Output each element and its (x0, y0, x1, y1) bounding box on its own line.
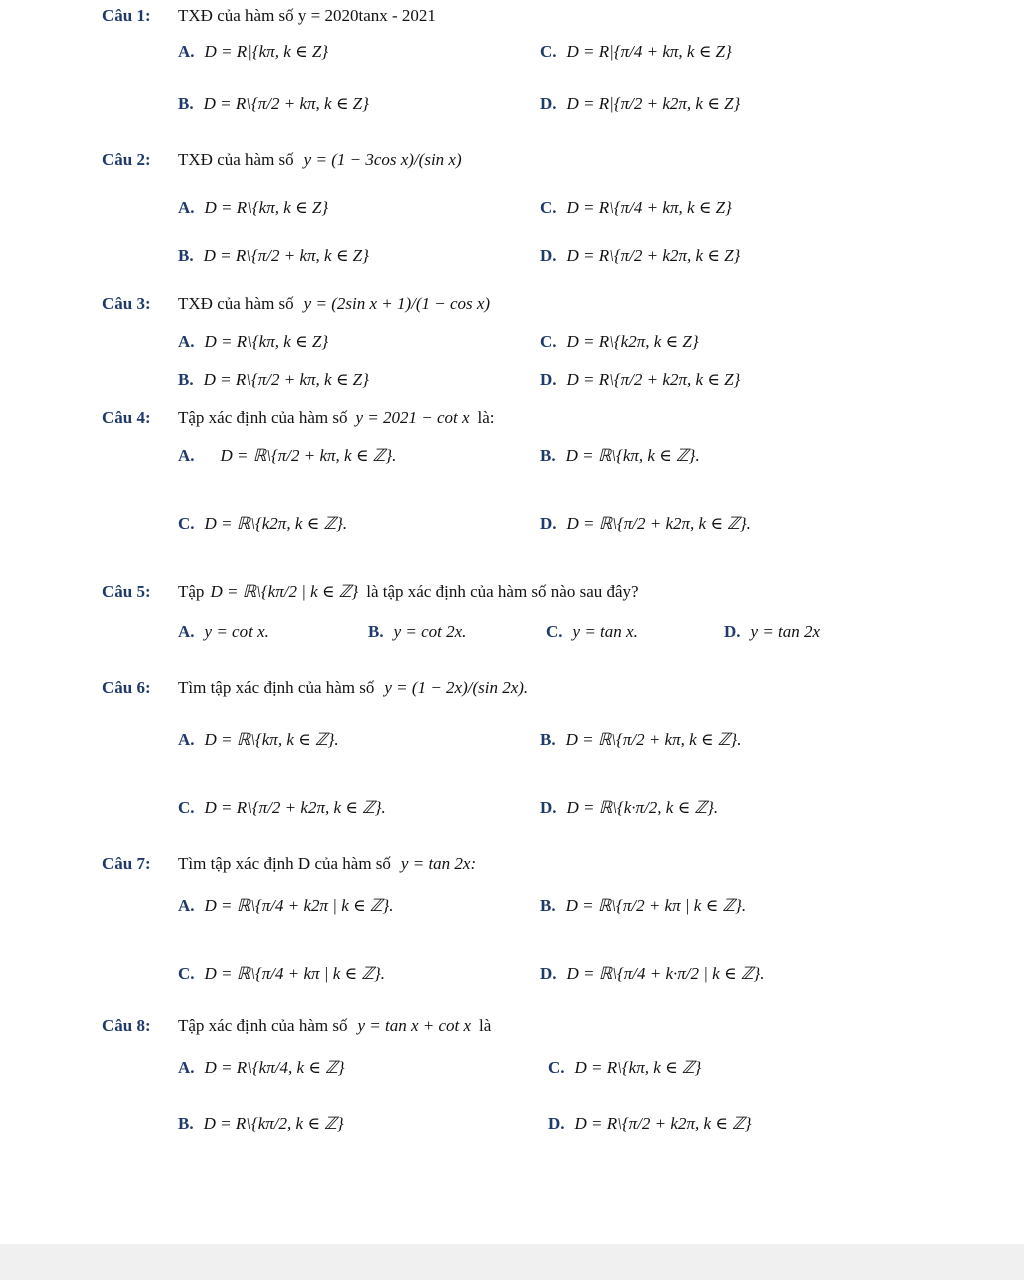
option-formula: y = cot 2x. (393, 622, 467, 641)
option-formula: D = R\{π/4 + kπ, k ∈ Z} (566, 198, 732, 217)
option-a[interactable] (178, 612, 269, 652)
option-formula: D = ℝ\{π/2 + k2π, k ∈ ℤ}. (566, 514, 751, 533)
option-formula: D = R|{π/4 + kπ, k ∈ Z} (566, 42, 732, 61)
option-letter: C. (548, 1058, 565, 1077)
question-stem-wrap (178, 582, 639, 602)
option-formula: y = tan x. (572, 622, 638, 641)
question-prefix: Tập (178, 582, 205, 601)
option-formula: D = ℝ\{kπ, k ∈ ℤ}. (204, 730, 339, 749)
option-formula: y = tan 2x (750, 622, 821, 641)
option-a[interactable] (178, 188, 328, 228)
option-formula: D = ℝ\{π/4 + k2π | k ∈ ℤ}. (204, 896, 394, 915)
option-letter: A. (178, 198, 195, 217)
option-formula: D = ℝ\{kπ, k ∈ ℤ}. (565, 446, 700, 465)
option-b[interactable] (178, 360, 369, 400)
question-label: Câu 8: (102, 1016, 151, 1035)
option-letter: D. (540, 798, 557, 817)
option-formula: D = R|{kπ, k ∈ Z} (204, 42, 329, 61)
option-formula: D = R\{π/2 + k2π, k ∈ Z} (566, 370, 741, 389)
question-stem: Tập xác định của hàm số (178, 1016, 348, 1035)
question-stem-wrap (178, 294, 490, 314)
option-formula: D = R\{π/2 + k2π, k ∈ Z} (566, 246, 741, 265)
option-c[interactable] (178, 504, 347, 544)
option-letter: B. (178, 1114, 194, 1133)
option-b[interactable] (368, 612, 466, 652)
option-d[interactable] (724, 612, 820, 652)
question-label: Câu 5: (102, 582, 151, 601)
option-b[interactable] (540, 886, 746, 926)
option-letter: B. (540, 730, 556, 749)
question-label: Câu 6: (102, 678, 151, 697)
option-a[interactable] (178, 720, 339, 760)
question-suffix: là (479, 1016, 492, 1035)
option-formula: D = ℝ\{k2π, k ∈ ℤ}. (204, 514, 348, 533)
option-a[interactable] (178, 886, 394, 926)
option-formula: D = R\{π/2 + kπ, k ∈ Z} (203, 246, 369, 265)
question-label: Câu 7: (102, 854, 151, 873)
option-formula: D = ℝ\{k·π/2, k ∈ ℤ}. (566, 798, 719, 817)
option-letter: C. (540, 42, 557, 61)
option-formula: D = R\{π/2 + k2π, k ∈ ℤ}. (204, 798, 386, 817)
option-formula: D = ℝ\{π/2 + kπ | k ∈ ℤ}. (565, 896, 747, 915)
question-formula: y = tan x + cot x (357, 1016, 472, 1035)
option-c[interactable] (548, 1048, 701, 1088)
option-letter: A. (178, 332, 195, 351)
option-letter: A. (178, 1058, 195, 1077)
question-formula: y = 2021 − cot x (355, 408, 470, 427)
option-c[interactable] (540, 32, 732, 72)
option-letter: B. (178, 246, 194, 265)
option-formula: D = R\{π/2 + kπ, k ∈ Z} (203, 370, 369, 389)
question-stem-wrap (178, 150, 462, 170)
option-letter: C. (178, 964, 195, 983)
option-formula: D = ℝ\{π/2 + kπ, k ∈ ℤ}. (220, 446, 397, 465)
option-letter: D. (540, 964, 557, 983)
question-stem-wrap (178, 1016, 491, 1036)
option-formula: D = R|{π/2 + k2π, k ∈ Z} (566, 94, 741, 113)
option-formula: D = R\{kπ, k ∈ ℤ} (574, 1058, 702, 1077)
question-stem: TXĐ của hàm số (178, 150, 294, 169)
option-b[interactable] (540, 720, 741, 760)
option-a[interactable] (178, 32, 328, 72)
question-suffix: là: (477, 408, 495, 427)
option-letter: A. (178, 622, 195, 641)
option-formula: D = ℝ\{π/4 + kπ | k ∈ ℤ}. (204, 964, 386, 983)
option-formula: D = ℝ\{π/2 + kπ, k ∈ ℤ}. (565, 730, 742, 749)
question-stem: là tập xác định của hàm số nào sau đây? (366, 582, 639, 601)
option-formula: D = R\{kπ/4, k ∈ ℤ} (204, 1058, 345, 1077)
question-label: Câu 2: (102, 150, 151, 169)
option-formula: D = R\{kπ/2, k ∈ ℤ} (203, 1114, 344, 1133)
option-formula: D = R\{π/2 + k2π, k ∈ ℤ} (574, 1114, 752, 1133)
option-d[interactable] (548, 1104, 752, 1144)
option-d[interactable] (540, 360, 740, 400)
option-letter: A. (178, 446, 195, 465)
option-letter: B. (540, 446, 556, 465)
option-d[interactable] (540, 84, 740, 124)
question-stem-wrap (178, 854, 476, 874)
option-letter: D. (540, 514, 557, 533)
option-d[interactable] (540, 954, 765, 994)
question-label: Câu 1: (102, 6, 151, 25)
question-formula: y = (1 − 2x)/(sin 2x). (384, 678, 529, 697)
question-label: Câu 4: (102, 408, 151, 427)
option-letter: D. (540, 370, 557, 389)
question-stem: Tìm tập xác định D của hàm số (178, 854, 391, 873)
page-bottom-band (0, 1244, 1024, 1280)
question-stem: Tập xác định của hàm số (178, 408, 348, 427)
question-stem: TXĐ của hàm số (178, 294, 294, 313)
question-stem: Tìm tập xác định của hàm số (178, 678, 375, 697)
option-letter: C. (546, 622, 563, 641)
option-letter: C. (540, 198, 557, 217)
question-label: Câu 3: (102, 294, 151, 313)
option-letter: D. (540, 94, 557, 113)
option-letter: B. (368, 622, 384, 641)
option-formula: y = cot x. (204, 622, 269, 641)
option-a[interactable] (178, 436, 396, 476)
option-letter: A. (178, 42, 195, 61)
option-c[interactable] (178, 788, 386, 828)
option-a[interactable] (178, 1048, 345, 1088)
question-stem-wrap (178, 408, 495, 428)
question-formula: y = (1 − 3cos x)/(sin x) (303, 150, 462, 169)
option-d[interactable] (540, 236, 740, 276)
question-formula: D = ℝ\{kπ/2 | k ∈ ℤ} (210, 582, 359, 601)
option-c[interactable] (540, 322, 699, 362)
option-letter: C. (178, 514, 195, 533)
option-letter: D. (540, 246, 557, 265)
question-stem: TXĐ của hàm số y = 2020tanx - 2021 (178, 6, 436, 25)
option-formula: D = R\{kπ, k ∈ Z} (204, 198, 329, 217)
option-b[interactable] (178, 236, 369, 276)
option-letter: B. (178, 370, 194, 389)
option-formula: D = R\{k2π, k ∈ Z} (566, 332, 699, 351)
question-stem-wrap (178, 678, 528, 698)
option-letter: D. (724, 622, 741, 641)
option-formula: D = ℝ\{π/4 + k·π/2 | k ∈ ℤ}. (566, 964, 765, 983)
option-b[interactable] (178, 84, 369, 124)
question-formula: y = (2sin x + 1)/(1 − cos x) (303, 294, 491, 313)
option-letter: B. (540, 896, 556, 915)
option-d[interactable] (540, 788, 718, 828)
option-c[interactable] (546, 612, 638, 652)
option-letter: A. (178, 730, 195, 749)
option-letter: C. (540, 332, 557, 351)
option-c[interactable] (178, 954, 385, 994)
option-formula: D = R\{π/2 + kπ, k ∈ Z} (203, 94, 369, 113)
option-c[interactable] (540, 188, 732, 228)
option-d[interactable] (540, 504, 751, 544)
question-formula: y = tan 2x: (400, 854, 477, 873)
option-letter: C. (178, 798, 195, 817)
option-letter: B. (178, 94, 194, 113)
option-a[interactable] (178, 322, 328, 362)
option-letter: D. (548, 1114, 565, 1133)
option-formula: D = R\{kπ, k ∈ Z} (204, 332, 329, 351)
option-letter: A. (178, 896, 195, 915)
option-b[interactable] (540, 436, 700, 476)
option-b[interactable] (178, 1104, 344, 1144)
